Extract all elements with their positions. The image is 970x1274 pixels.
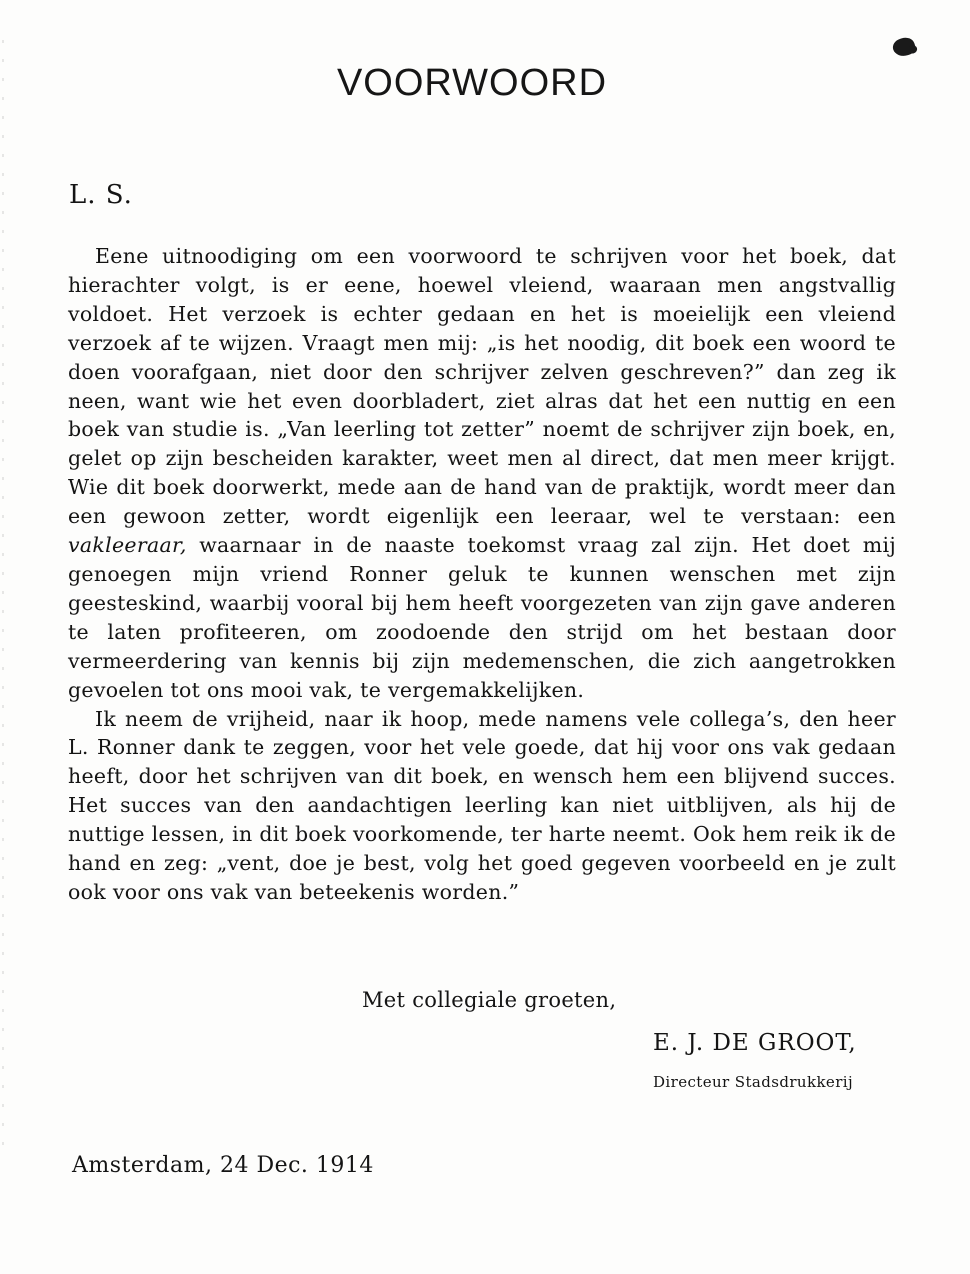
closing-greeting: Met collegiale groeten,	[362, 988, 617, 1012]
paragraph-1	[68, 242, 896, 705]
paragraph-2: Ik neem de vrijheid, naar ik hoop, mede namens vele collega’s, den heer L. Ronner dank te zeggen, voor het vele goede, dat hij voor ons vak gedaan heeft, door het schrijven van dit boek, en wensch hem een blijvend succes. Het succes van den aandachtigen leerling kan niet uitblijven, als hij de nuttige lessen, in dit boek voorkomende, ter harte neemt. Ook hem reik ik de hand en zeg: „vent, doe je best, volg het goed gegeven voorbeeld en je zult ook voor ons vak van beteekenis worden.”	[68, 706, 896, 904]
paragraph-1-text-a: Eene uitnoodiging om een voorwoord te schrijven voor het boek, dat hierachter volgt, is er eene, hoewel vleiend, waaraan men angstvallig voldoet. Het verzoek is echter gedaan en het is moeielijk een vleiend verzoek af te wijzen. Vraagt men mij: „is het noodig, dit boek een woord te doen voorafgaan, niet door den schrijver zelven geschreven?” dan zeg ik neen, want wie het even doorbladert, ziet alras dat het een nuttig en een boek van studie is. „Van leerling tot zetter” noemt de schrijver zijn boek, en, gelet op zijn bescheiden karakter, weet men al direct, dat men meer krijgt. Wie dit boek doorwerkt, mede aan de hand van de praktijk, wordt meer dan een gewoon zetter, wordt eigenlijk een leeraar, wel te verstaan: een	[68, 244, 896, 529]
paragraph-1-italic-term: vakleeraar,	[68, 533, 187, 558]
scan-edge-mark	[2, 40, 4, 1160]
signature-name: E. J. DE GROOT,	[653, 1030, 857, 1056]
salutation: L. S.	[69, 180, 133, 210]
signature-function: Directeur Stadsdrukkerij	[653, 1073, 854, 1091]
place-date-line: Amsterdam, 24 Dec. 1914	[72, 1153, 374, 1178]
body-text	[68, 242, 896, 907]
ink-blot-mark	[891, 35, 917, 59]
page-title: VOORWOORD	[336, 62, 608, 104]
paragraph-1-text-b: waarnaar in de naaste toekomst vraag zal zijn. Het doet mij genoegen mijn vriend Ronner geluk te kunnen wenschen met zijn geesteskind, waarbij vooral bij hem heeft voorgezeten van zijn gave anderen te laten profiteeren, om zoodoende den strijd om het bestaan door vermeerdering van kennis bij zijn medemenschen, die zich aangetrokken gevoelen tot ons mooi vak, te vergemakkelijken.	[68, 533, 896, 702]
